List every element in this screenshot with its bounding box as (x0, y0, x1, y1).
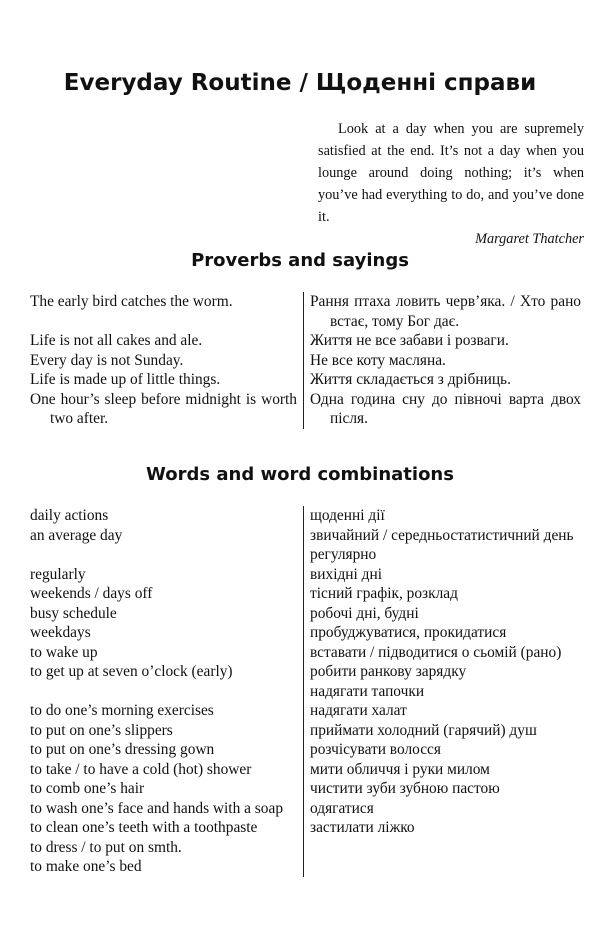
word-ua: робити ранкову зарядку (310, 663, 467, 680)
word-en: to do one’s morning exercises (30, 702, 214, 719)
proverb-en: Life is made up of little things. (30, 371, 221, 388)
spacer (30, 545, 297, 565)
word-en: to clean one’s teeth with a toothpaste (30, 819, 258, 836)
spacer (30, 312, 297, 332)
proverbs-heading: Proverbs and sayings (191, 250, 409, 271)
proverbs-english-column (30, 292, 297, 429)
proverb-en: One hour’s sleep before midnight is worth two after. (30, 390, 297, 427)
word-en: to put on one’s slippers (30, 721, 173, 739)
word-ua: звичайний / середньостатистичний день (310, 526, 574, 544)
words-english-column (30, 506, 297, 877)
word-ua: мити обличчя і руки милом (310, 760, 490, 778)
word-en: weekends / days off (30, 585, 153, 602)
word-ua: надягати тапочки (310, 682, 425, 700)
word-ua: надягати халат (310, 702, 407, 719)
word-en: daily actions (30, 507, 109, 524)
proverb-ua: Рання птаха ловить черв’яка. / Хто рано встає, тому Бог дає. (310, 293, 581, 330)
word-ua: чистити зуби зубною пастою (310, 780, 500, 797)
proverb-en: Life is not all cakes and ale. (30, 332, 203, 349)
proverb-en: The early bird catches the worm. (30, 293, 233, 310)
words-heading: Words and word combinations (146, 464, 454, 485)
page-title: Everyday Routine / Щоденні справи (63, 70, 537, 96)
word-en: weekdays (30, 624, 91, 641)
word-en: regularly (30, 565, 86, 583)
spacer (30, 682, 297, 702)
word-ua: вихідні дні (310, 565, 383, 583)
epigraph-author: Margaret Thatcher (475, 231, 584, 247)
word-en: to dress / to put on smth. (30, 838, 182, 856)
word-en: to wake up (30, 643, 98, 661)
word-ua: застилати ліжко (310, 819, 415, 836)
word-en: to get up at seven o’clock (early) (30, 663, 233, 680)
word-ua: вставати / підводитися о сьомій (рано) (310, 643, 562, 661)
words-table (30, 506, 582, 877)
word-en: to take / to have a cold (hot) shower (30, 760, 252, 778)
word-en: to wash one’s face and hands with a soap (30, 799, 284, 817)
epigraph-text: Look at a day when you are supremely satisfied at the end. It’s not a day when you lounge around doing nothing; it’s when you’ve had everything to do, and you’ve done it. (318, 121, 584, 225)
word-ua: регулярно (310, 546, 377, 563)
proverb-ua: Не все коту масляна. (310, 351, 446, 369)
words-ukrainian-column (310, 506, 581, 877)
word-en: to make one’s bed (30, 858, 142, 875)
proverb-ua: Життя не все забави і розваги. (310, 332, 509, 349)
proverb-en: Every day is not Sunday. (30, 351, 184, 369)
word-en: to put on one’s dressing gown (30, 741, 215, 758)
word-ua: приймати холодний (гарячий) душ (310, 721, 537, 739)
word-ua: щоденні дії (310, 507, 385, 524)
column-divider (303, 506, 304, 877)
proverbs-table (30, 292, 582, 429)
proverb-ua: Одна година сну до півночі варта двох після. (310, 390, 581, 427)
epigraph (318, 118, 584, 250)
word-en: busy schedule (30, 604, 117, 622)
word-ua: розчісувати волосся (310, 741, 441, 758)
word-ua: пробуджуватися, прокидатися (310, 624, 507, 641)
word-ua: робочі дні, будні (310, 604, 419, 622)
column-divider (303, 292, 304, 429)
proverbs-ukrainian-column (310, 292, 581, 429)
word-ua: тісний графік, розклад (310, 585, 458, 602)
proverb-ua: Життя складається з дрібниць. (310, 371, 511, 388)
word-en: an average day (30, 526, 123, 544)
word-ua: одягатися (310, 799, 374, 817)
word-en: to comb one’s hair (30, 780, 145, 797)
